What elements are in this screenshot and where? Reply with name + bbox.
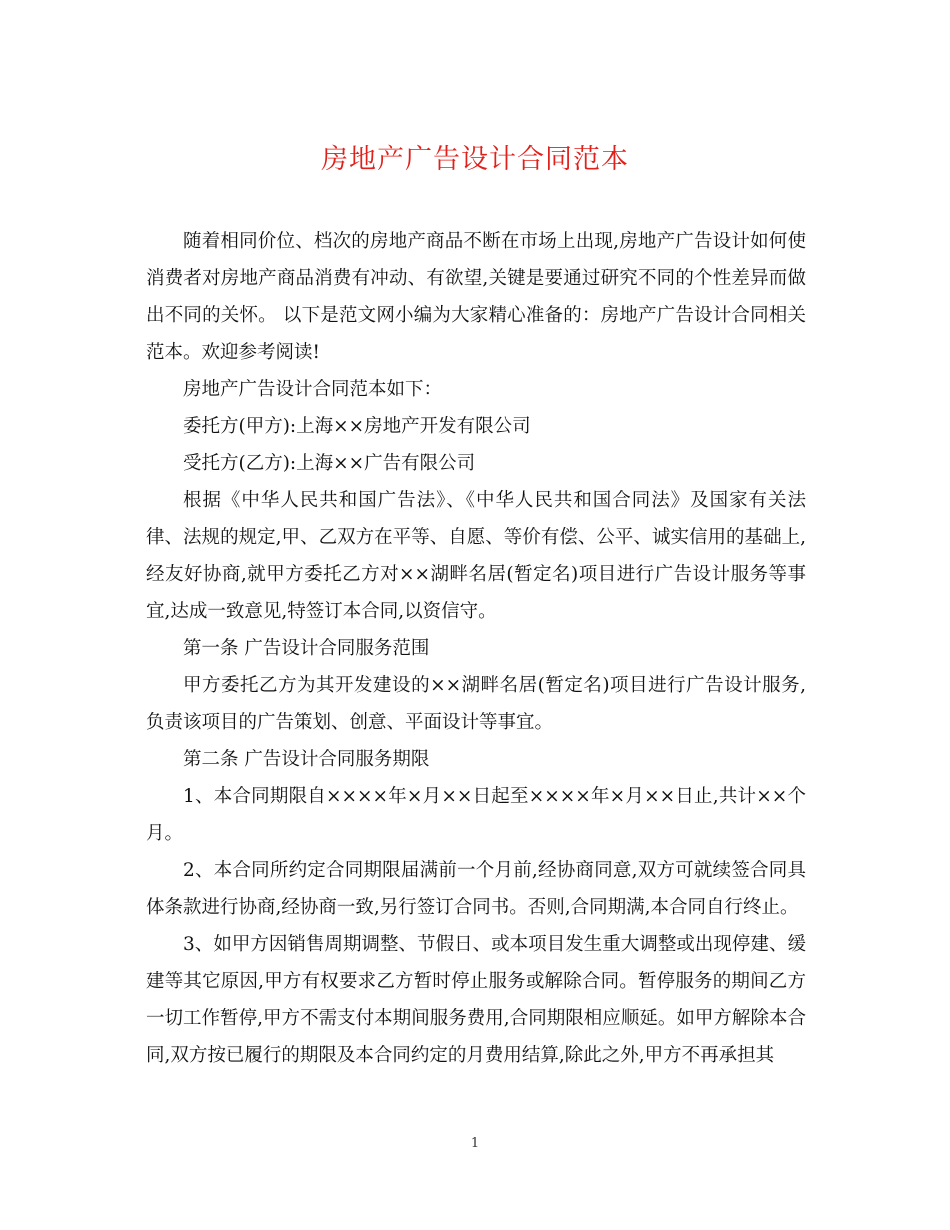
article-1-heading: 第一条 广告设计合同服务范围 [183, 638, 430, 659]
article-1-text: 甲方委托乙方为其开发建设的××湖畔名居(暂定名)项目进行广告设计服务,负责该项目的广告策划、创意、平面设计等事宜。 [146, 675, 806, 733]
document-body [146, 223, 806, 1074]
paragraph-party-b: 受托方(乙方):上海××广告有限公司 [183, 453, 476, 474]
paragraph-heading: 房地产广告设计合同范本如下： [183, 379, 443, 400]
article-2-clause-3: 3、如甲方因销售周期调整、节假日、或本项目发生重大调整或出现停建、缓建等其它原因,甲方有权要求乙方暂时停止服务或解除合同。暂停服务的期间乙方一切工作暂停,甲方不需支付本期间服务费用,合同期限相应顺延。如甲方解除本合同,双方按已履行的期限及本合同约定的月费用结算,除此之外,甲方不再承担其 [146, 934, 806, 1066]
paragraph-intro: 随着相同价位、档次的房地产商品不断在市场上出现,房地产广告设计如何使消费者对房地产商品消费有冲动、有欲望,关键是要通过研究不同的个性差异而做出不同的关怀。 以下是范文网小编为大家精心准备的：房地产广告设计合同相关范本。欢迎参考阅读! [146, 231, 806, 363]
paragraph-party-a: 委托方(甲方):上海××房地产开发有限公司 [183, 416, 531, 437]
paragraph-basis: 根据《中华人民共和国广告法》、《中华人民共和国合同法》及国家有关法律、法规的规定,甲、乙双方在平等、自愿、等价有偿、公平、诚实信用的基础上,经友好协商,就甲方委托乙方对××湖畔名居(暂定名)项目进行广告设计服务等事宜,达成一致意见,特签订本合同,以资信守。 [146, 490, 806, 622]
article-2-clause-2: 2、本合同所约定合同期限届满前一个月前,经协商同意,双方可就续签合同具体条款进行协商,经协商一致,另行签订合同书。否则,合同期满,本合同自行终止。 [146, 860, 806, 918]
article-2-clause-1: 1、本合同期限自××××年×月××日起至××××年×月××日止,共计××个月。 [146, 786, 806, 844]
article-2-heading: 第二条 广告设计合同服务期限 [183, 749, 430, 770]
page-number: 1 [470, 1136, 480, 1151]
document-title: 房地产广告设计合同范本 [321, 144, 629, 175]
